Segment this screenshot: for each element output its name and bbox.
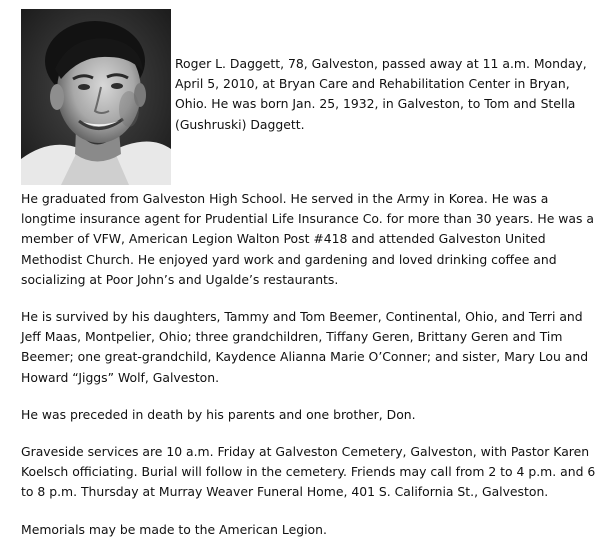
paragraph-memorials: Memorials may be made to the American Legion. (21, 521, 327, 537)
paragraph-career: He graduated from Galveston High School. He served in the Army in Korea. He was a longtime insurance agent for Prudential Life Insurance Co. for more than 30 years. He was a member of VFW, American Legion Walton Post #418 and attended Galveston United Methodist Church. He enjoyed yard work and gardening and loved drinking coffee and socializing at Poor John’s and Ugalde’s restaurants. (21, 191, 594, 287)
portrait-photo (21, 9, 171, 185)
portrait-image (21, 9, 171, 185)
obituary-article (21, 9, 597, 557)
paragraph-preceded: He was preceded in death by his parents and one brother, Don. (21, 406, 416, 422)
paragraph-survivors: He is survived by his daughters, Tammy and Tom Beemer, Continental, Ohio, and Terri and Jeff Maas, Montpelier, Ohio; three grandchildren, Tiffany Geren, Brittany Geren and Tim Beemer; one great-grandchild, Kaydence Alianna Marie O’Conner; and sister, Mary Lou and Howard “Jiggs” Wolf, Galveston. (21, 309, 589, 385)
paragraph-intro: Roger L. Daggett, 78, Galveston, passed away at 11 a.m. Monday, April 5, 2010, at Bryan Care and Rehabilitation Center in Bryan, Ohio. He was born Jan. 25, 1932, in Galveston, to Tom and Stella (Gushruski) Daggett. (175, 56, 587, 132)
paragraph-services: Graveside services are 10 a.m. Friday at Galveston Cemetery, Galveston, with Pastor Karen Koelsch officiating. Burial will follow in the cemetery. Friends may call from 2 to 4 p.m. and 6 to 8 p.m. Thursday at Murray Weaver Funeral Home, 401 S. California St., Galveston. (21, 444, 596, 500)
